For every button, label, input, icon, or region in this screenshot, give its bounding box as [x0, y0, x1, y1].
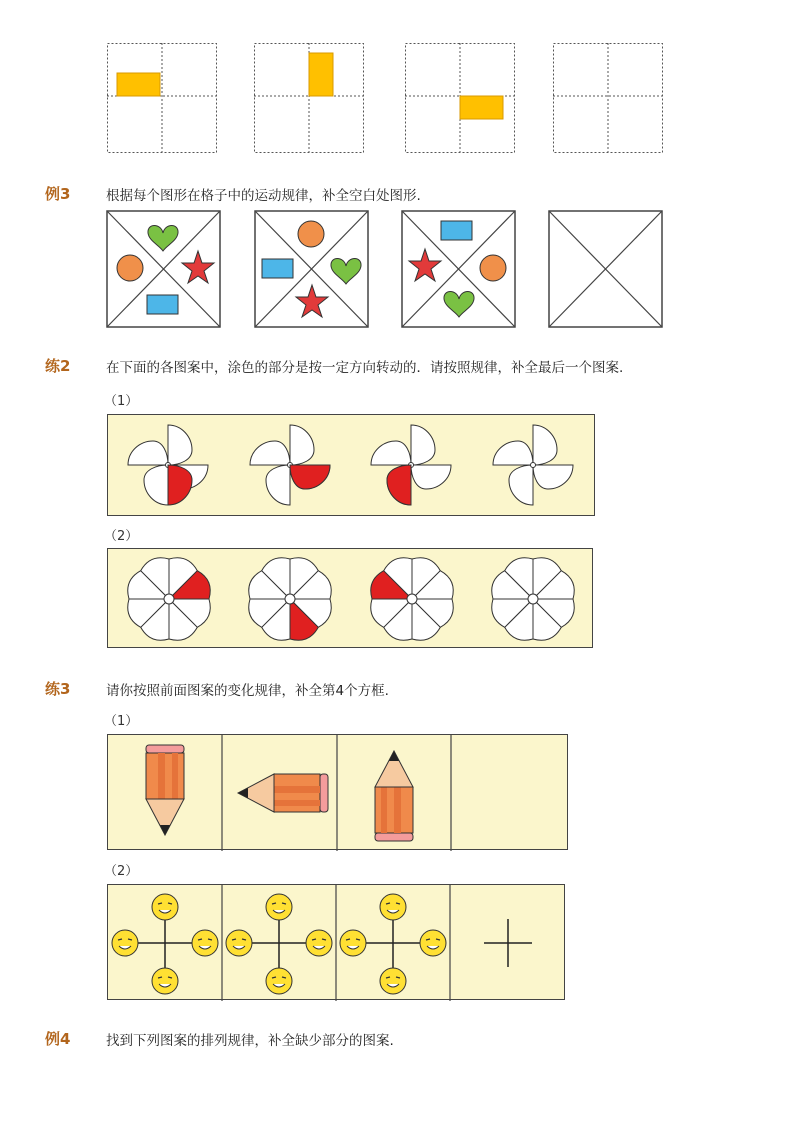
- smiley-face-icon: [112, 930, 138, 956]
- practice-2-sub-2: （2）: [104, 529, 139, 544]
- flower-icon-empty: [492, 558, 575, 641]
- smiley-face-icon: [380, 968, 406, 994]
- smiley-face-icon: [266, 894, 292, 920]
- smiley-face-icon: [380, 894, 406, 920]
- practice-3-question: 请你按照前面图案的变化规律，补全第4个方框.: [106, 683, 389, 699]
- flower-panel: [107, 548, 593, 648]
- example-3-figures: [106, 210, 666, 330]
- diagonal-square-1: [107, 211, 220, 327]
- smiley-face-icon: [266, 968, 292, 994]
- smiley-face-icon: [226, 930, 252, 956]
- pencil-icon: [146, 745, 184, 835]
- practice-3-sub-1: （1）: [104, 714, 139, 729]
- practice-2-question: 在下面的各图案中，涂色的部分是按一定方向转动的．请按照规律，补全最后一个图案.: [106, 360, 624, 376]
- pinwheel-icon: [250, 425, 330, 505]
- circle-icon: [480, 255, 506, 281]
- flower-icon: [249, 558, 332, 641]
- flower-icon: [128, 558, 211, 641]
- practice-3-sub-2: （2）: [104, 864, 139, 879]
- yellow-block: [309, 53, 333, 96]
- pinwheel-panel: [107, 414, 595, 516]
- pencil-icon: [375, 751, 413, 841]
- smiley-panel: [107, 884, 565, 1000]
- empty-cross: [484, 919, 532, 967]
- yellow-block: [460, 96, 503, 119]
- circle-icon: [117, 255, 143, 281]
- dashed-grid-4-empty: [553, 43, 663, 153]
- flower-center: [164, 594, 174, 604]
- diagonal-square-2: [255, 211, 368, 327]
- pencil-panel: [107, 734, 568, 850]
- smiley-face-icon: [152, 968, 178, 994]
- flower-center: [528, 594, 538, 604]
- example-4-question: 找到下列图案的排列规律，补全缺少部分的图案.: [106, 1033, 394, 1049]
- smiley-cross-2: [226, 894, 332, 994]
- rectangle-icon: [262, 259, 293, 278]
- smiley-cross-1: [112, 894, 218, 994]
- smiley-face-icon: [192, 930, 218, 956]
- smiley-cross-3: [340, 894, 446, 994]
- rectangle-icon: [147, 295, 178, 314]
- diagonal-square-4-empty: [549, 211, 662, 327]
- circle-icon: [298, 221, 324, 247]
- flower-center: [285, 594, 295, 604]
- dashed-grid-2: [254, 43, 364, 153]
- pencil-icon: [238, 774, 328, 812]
- pinwheel-icon: [128, 425, 208, 505]
- practice-2-sub-1: （1）: [104, 394, 139, 409]
- practice-2-label: 练2: [45, 357, 71, 375]
- yellow-block: [117, 73, 160, 96]
- flower-center: [407, 594, 417, 604]
- diagonal-square-3: [402, 211, 515, 327]
- rectangle-icon: [441, 221, 472, 240]
- smiley-face-icon: [306, 930, 332, 956]
- flower-icon: [371, 558, 454, 641]
- example-4-label: 例4: [45, 1030, 71, 1048]
- dashed-grid-1: [107, 43, 217, 153]
- pinwheel-icon: [371, 425, 451, 505]
- practice-3-label: 练3: [45, 680, 71, 698]
- dashed-grid-3: [405, 43, 515, 153]
- example-3-label: 例3: [45, 185, 71, 203]
- smiley-face-icon: [152, 894, 178, 920]
- pinwheel-icon-empty: [493, 425, 573, 505]
- example-3-question: 根据每个图形在格子中的运动规律，补全空白处图形.: [106, 188, 421, 204]
- smiley-face-icon: [340, 930, 366, 956]
- smiley-face-icon: [420, 930, 446, 956]
